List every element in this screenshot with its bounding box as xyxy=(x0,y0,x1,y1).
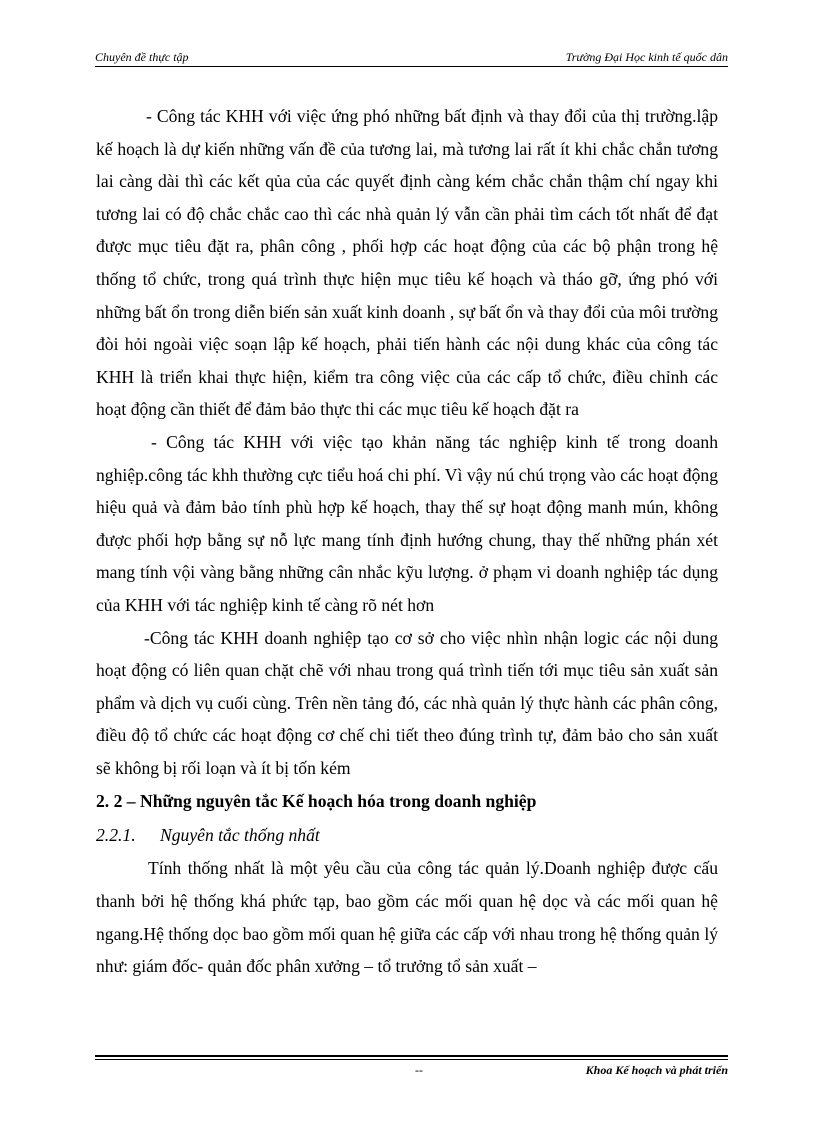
subsection-heading xyxy=(96,818,718,852)
footer-rule-thick xyxy=(95,1055,728,1057)
paragraph-4: Tính thống nhất là một yêu cầu của công tác quản lý.Doanh nghiệp được cấu thanh bởi hệ thống khá phức tạp, bao gồm các mối quan hệ dọc và các mối quan hệ ngang.Hệ thống dọc bao gồm mối quan hệ giữa các cấp với nhau trong hệ thống quản lý như: giám đốc- quản đốc phân xưởng – tổ trưởng tổ sản xuất – xyxy=(96,858,718,977)
subsection-number: 2.2.1. xyxy=(96,825,136,846)
paragraph-3: -Công tác KHH doanh nghiệp tạo cơ sở cho việc nhìn nhận logic các nội dung hoạt động có liên quan chặt chẽ với nhau trong quá trình tiến tới mục tiêu sản xuất sản phẩm và dịch vụ cuối cùng. Trên nền tảng đó, các nhà quản lý thực hành các phân công, điều độ tổ chức các hoạt động cơ chế chi tiết theo đúng trình tự, đảm bảo cho sản xuất sẽ không bị rối loạn và ít bị tốn kém xyxy=(96,627,718,778)
header-rule xyxy=(95,66,728,67)
header-right-text: Trường Đại Học kinh tế quốc dân xyxy=(565,50,728,64)
page-header xyxy=(95,50,728,66)
page-footer xyxy=(95,1063,728,1079)
subsection-title: Nguyên tắc thống nhất xyxy=(160,825,320,846)
footer-right-text: Khoa Kế hoạch và phát triển xyxy=(585,1063,728,1077)
section-heading: 2. 2 – Những nguyên tắc Kế hoạch hóa trong doanh nghiệp xyxy=(96,791,537,812)
paragraph-2: - Công tác KHH với việc tạo khản năng tác nghiệp kinh tế trong doanh nghiệp.công tác khh thường cực tiểu hoá chi phí. Vì vậy nú chú trọng vào các hoạt động hiệu quả và đảm bảo tính phù hợp kế hoạch, thay thế sự hoạt động manh mún, không được phối hợp bằng sự nỗ lực mang tính định hướng chung, thay thế những phán xét mang tính vội vàng bằng những cân nhắc kỹu lượng. ở phạm vi doanh nghiệp tác dụng của KHH với tác nghiệp kinh tế càng rõ nét hơn xyxy=(96,431,718,615)
header-left-text: Chuyên đề thực tập xyxy=(95,50,189,64)
document-body xyxy=(96,100,718,983)
page-number: -- xyxy=(415,1063,423,1077)
paragraph-1: - Công tác KHH với việc ứng phó những bất định và thay đổi của thị trường.lập kế hoạch là dự kiến những vấn đề của tương lai, mà tương lai rất ít khi chắc chắn tương lai càng dài thì các kết qủa của các quyết định càng kém chắc chắn thậm chí ngay khi tương lai có độ chắc chắc cao thì các nhà quản lý vẫn cần phải tìm cách tốt nhất để đạt được mục tiêu đặt ra, phân công , phối hợp các hoạt động của các bộ phận trong hệ thống tổ chức, trong quá trình thực hiện mục tiêu kế hoạch và tháo gỡ, ứng phó với những bất ổn trong diễn biến sản xuất kinh doanh , sự bất ổn và thay đổi của môi trường đòi hỏi ngoài việc soạn lập kế hoạch, phải tiến hành các nội dung khác của công tác KHH là triển khai thực hiện, kiểm tra công việc của các cấp tổ chức, điều chỉnh các hoạt động cần thiết để đảm bảo thực thi các mục tiêu kế hoạch đặt ra xyxy=(96,106,718,420)
footer-rule-thin xyxy=(95,1059,728,1060)
